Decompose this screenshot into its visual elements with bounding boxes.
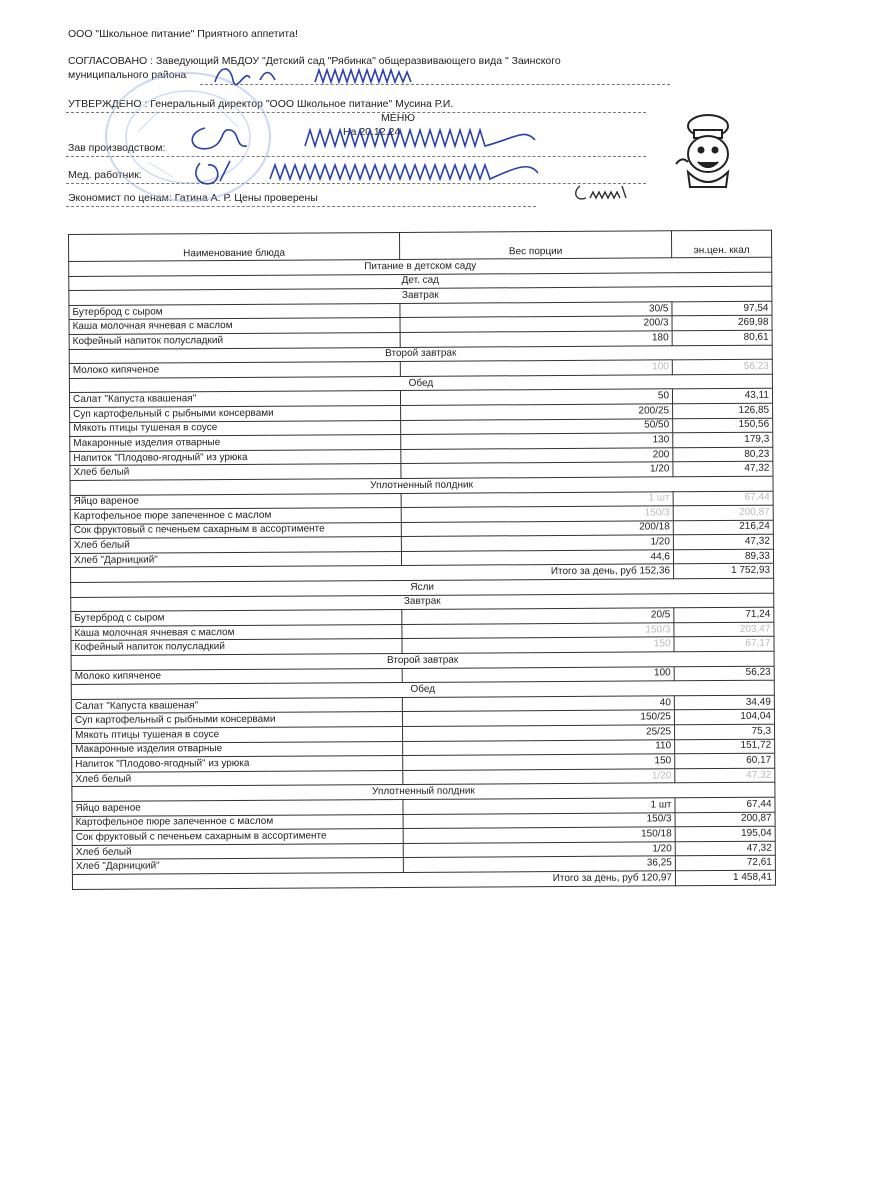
meal-section-title: Уплотненный полдник <box>70 476 773 495</box>
dish-name: Напиток "Плодово-ягодный" из урюка <box>72 756 403 773</box>
energy-kcal: 47,32 <box>673 462 773 477</box>
portion-weight: 1/20 <box>403 769 675 785</box>
dish-name: Сок фруктовый с печеньем сахарным в ассортименте <box>72 829 403 846</box>
total-kcal: 1 458,41 <box>675 870 775 885</box>
total-row <box>72 870 775 889</box>
dish-name: Мякоть птицы тушеная в соусе <box>70 420 401 437</box>
menu-table-grid <box>68 230 776 890</box>
energy-kcal: 126,85 <box>673 403 773 418</box>
dish-name: Напиток "Плодово-ягодный" из урюка <box>70 449 401 466</box>
dish-name: Хлеб белый <box>70 537 401 554</box>
dish-name: Бутерброд с сыром <box>69 303 400 320</box>
production-signature <box>185 118 565 156</box>
meal-section-title: Завтрак <box>71 593 774 612</box>
dish-name: Хлеб "Дарницкий" <box>70 551 401 568</box>
meal-section-title: Второй завтрак <box>69 345 772 364</box>
energy-kcal: 89,33 <box>673 549 773 564</box>
portion-weight: 30/5 <box>400 302 672 318</box>
dish-name: Мякоть птицы тушеная в соусе <box>72 726 403 743</box>
dish-name: Суп картофельный с рыбными консервами <box>71 712 402 729</box>
dish-name: Хлеб белый <box>72 843 403 860</box>
portion-weight: 150 <box>402 637 674 653</box>
energy-kcal: 216,24 <box>673 520 773 535</box>
total-label: Итого за день, руб 120,97 <box>403 871 675 887</box>
dish-name: Хлеб "Дарницкий" <box>72 858 403 875</box>
portion-weight: 150 <box>403 754 675 770</box>
chef-mascot-image <box>668 112 748 192</box>
portion-weight: 1/20 <box>401 462 673 478</box>
meal-section-title: Второй завтрак <box>71 651 774 670</box>
dish-name: Молоко кипяченое <box>71 668 402 685</box>
energy-kcal: 179,3 <box>673 432 773 447</box>
column-header: Вес порции <box>399 231 671 260</box>
dish-name: Молоко кипяченое <box>69 362 400 379</box>
dish-name: Суп картофельный с рыбными консервами <box>70 405 401 422</box>
energy-kcal: 104,04 <box>674 710 774 725</box>
dish-name: Картофельное пюре запеченное с маслом <box>72 814 403 831</box>
energy-kcal: 56,23 <box>672 359 772 374</box>
energy-kcal: 60,17 <box>675 753 775 768</box>
company-line: ООО "Школьное питание" Приятного аппетита! <box>68 28 298 40</box>
production-head-label: Зав производством: <box>68 142 166 154</box>
energy-kcal: 80,23 <box>673 447 773 462</box>
dish-name: Макаронные изделия отварные <box>72 741 403 758</box>
group-title: Дет. сад <box>69 272 772 291</box>
energy-kcal: 97,54 <box>672 301 772 316</box>
medic-label: Мед. работник: <box>68 169 142 181</box>
table-header-row <box>69 230 772 261</box>
dish-name: Макаронные изделия отварные <box>70 435 401 452</box>
portion-weight: 25/25 <box>403 725 675 741</box>
energy-kcal: 72,61 <box>675 856 775 871</box>
medic-signature <box>190 155 550 189</box>
dish-name: Каша молочная ячневая с маслом <box>69 318 400 335</box>
meal-section-title: Уплотненный полдник <box>72 783 775 802</box>
portion-weight: 150/25 <box>402 710 674 726</box>
portion-weight: 150/18 <box>403 827 675 843</box>
menu-title: МЕНЮ <box>381 112 415 124</box>
dish-name: Кофейный напиток полусладкий <box>69 332 400 349</box>
energy-kcal: 200,87 <box>673 505 773 520</box>
energy-kcal: 43,11 <box>672 389 772 404</box>
table-title: Питание в детском саду <box>69 257 772 276</box>
agreed-signature <box>205 60 505 90</box>
dish-name: Хлеб белый <box>72 770 403 787</box>
energy-kcal: 71,24 <box>674 607 774 622</box>
energy-kcal: 47,32 <box>675 768 775 783</box>
portion-weight: 1 шт <box>401 491 673 507</box>
energy-kcal: 67,44 <box>675 797 775 812</box>
energy-kcal: 47,32 <box>675 841 775 856</box>
portion-weight: 100 <box>402 666 674 682</box>
meal-section-title: Обед <box>71 680 774 699</box>
energy-kcal: 195,04 <box>675 826 775 841</box>
portion-weight: 150/3 <box>401 506 673 522</box>
dish-name: Каша молочная ячневая с маслом <box>71 624 402 641</box>
agreed-line: СОГЛАСОВАНО : Заведующий МБДОУ "Детский сад "Рябинка" общеразвивающего вида " Заинского <box>68 55 561 67</box>
portion-weight: 130 <box>401 433 673 449</box>
portion-weight: 36,25 <box>403 856 675 872</box>
meal-section-title: Обед <box>69 374 772 393</box>
dish-name: Яйцо вареное <box>70 493 401 510</box>
portion-weight: 44,6 <box>401 550 673 566</box>
dish-name: Хлеб белый <box>70 464 401 481</box>
portion-weight: 40 <box>402 696 674 712</box>
column-header: Наименование блюда <box>69 232 400 261</box>
portion-weight: 1/20 <box>401 535 673 551</box>
portion-weight: 180 <box>400 331 672 347</box>
total-kcal: 1 752,93 <box>674 564 774 579</box>
portion-weight: 150/3 <box>402 623 674 639</box>
energy-kcal: 269,98 <box>672 316 772 331</box>
total-label: Итого за день, руб 152,36 <box>402 564 674 580</box>
portion-weight: 1/20 <box>403 842 675 858</box>
menu-table <box>68 230 775 890</box>
portion-weight: 1 шт <box>403 798 675 814</box>
energy-kcal: 80,61 <box>672 330 772 345</box>
dish-name: Сок фруктовый с печеньем сахарным в ассортименте <box>70 522 401 539</box>
portion-weight: 110 <box>403 739 675 755</box>
group-title: Ясли <box>71 578 774 597</box>
energy-kcal: 200,87 <box>675 812 775 827</box>
portion-weight: 50/50 <box>401 418 673 434</box>
approved-line: УТВЕРЖДЕНО : Генеральный директор "ООО Школьное питание" Мусина Р.И. <box>68 98 454 110</box>
energy-kcal: 56,23 <box>674 666 774 681</box>
portion-weight: 100 <box>400 360 672 376</box>
energy-kcal: 34,49 <box>674 695 774 710</box>
total-blank <box>72 872 403 889</box>
dish-name: Бутерброд с сыром <box>71 610 402 627</box>
dish-name: Яйцо вареное <box>72 799 403 816</box>
dish-name: Салат "Капуста квашеная" <box>71 697 402 714</box>
meal-section-title: Завтрак <box>69 286 772 305</box>
portion-weight: 20/5 <box>402 608 674 624</box>
portion-weight: 200/18 <box>401 520 673 536</box>
menu-date: На 20.12.24 <box>343 126 401 138</box>
portion-weight: 150/3 <box>403 812 675 828</box>
dish-name: Картофельное пюре запеченное с маслом <box>70 508 401 525</box>
energy-kcal: 67,17 <box>674 637 774 652</box>
agreed-line-2: муниципального района <box>68 69 187 81</box>
column-header: эн.цен. ккал <box>671 230 771 258</box>
portion-weight: 200/25 <box>401 404 673 420</box>
energy-kcal: 151,72 <box>675 739 775 754</box>
energy-kcal: 203,47 <box>674 622 774 637</box>
economist-line: Экономист по ценам: Гатина А. Р. Цены проверены <box>68 192 318 204</box>
energy-kcal: 67,44 <box>673 491 773 506</box>
energy-kcal: 150,56 <box>673 418 773 433</box>
portion-weight: 200/3 <box>400 316 672 332</box>
economist-signature <box>572 182 632 204</box>
portion-weight: 200 <box>401 448 673 464</box>
table-body <box>69 257 776 889</box>
portion-weight: 50 <box>400 389 672 405</box>
dish-name: Кофейный напиток полусладкий <box>71 639 402 656</box>
energy-kcal: 75,3 <box>675 724 775 739</box>
dish-name: Салат "Капуста квашеная" <box>69 391 400 408</box>
energy-kcal: 47,32 <box>673 534 773 549</box>
